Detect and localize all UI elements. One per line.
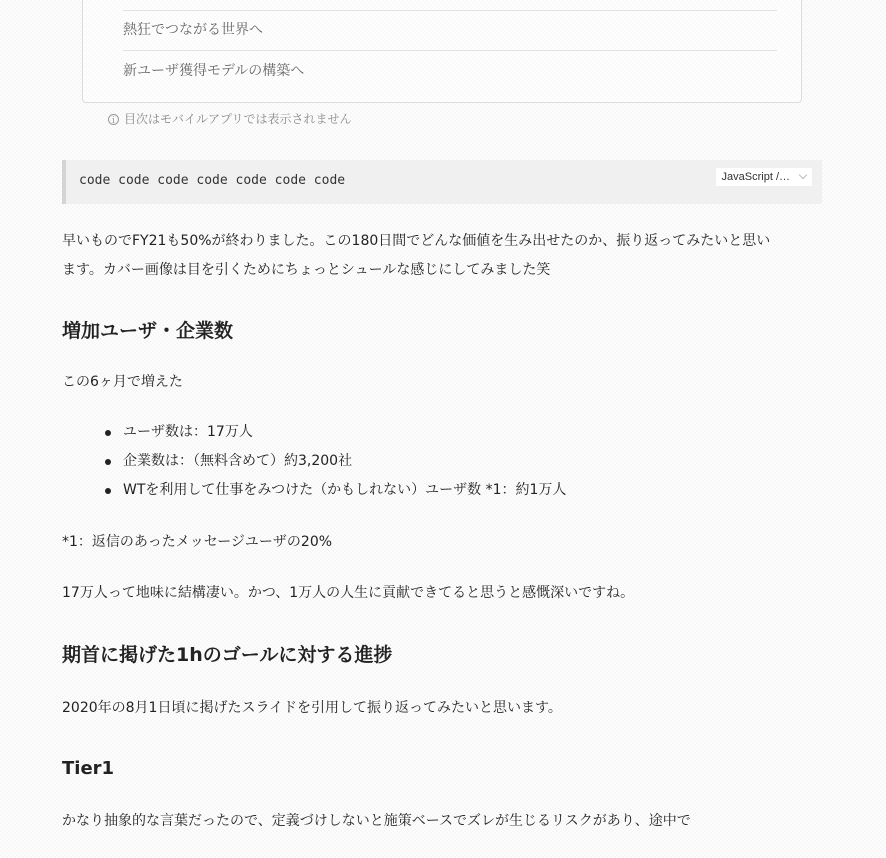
stats-list: [103, 418, 566, 505]
paragraph-slide-review: 2020年の8月1日頃に掲げたスライドを引用して振り返ってみたいと思います。: [62, 700, 562, 716]
list-item: WTを利用して仕事をみつけた（かもしれない）ユーザ数 *1：約1万人: [103, 476, 566, 505]
toc-note-text: 目次はモバイルアプリでは表示されません: [124, 112, 352, 126]
language-select-value: JavaScript /…: [721, 171, 790, 183]
paragraph-tier1: かなり抽象的な言葉だったので、定義づけしないと施策ベースでズレが生じるリスクがあり、途中で: [62, 813, 691, 829]
toc-divider: [123, 50, 777, 51]
code-block: [62, 160, 822, 204]
language-select[interactable]: [716, 168, 812, 186]
info-icon: [108, 114, 119, 125]
heading-goal-progress: 期首に掲げた1hのゴールに対する進捗: [62, 644, 393, 666]
toc-item-world[interactable]: 熱狂でつながる世界へ: [123, 22, 263, 38]
toc-divider: [123, 10, 777, 11]
toc-item-model[interactable]: 新ユーザ獲得モデルの構築へ: [123, 63, 305, 79]
list-item: ユーザ数は：17万人: [103, 418, 566, 447]
list-item: 企業数は：（無料含めて）約3,200社: [103, 447, 566, 476]
table-of-contents: [82, 0, 802, 103]
intro-paragraph-line2: ます。カバー画像は目を引くためにちょっとシュールな感じにしてみました笑: [62, 262, 551, 278]
paragraph-six-months: この6ヶ月で増えた: [62, 374, 183, 390]
heading-user-company-count: 増加ユーザ・企業数: [62, 320, 234, 342]
chevron-down-icon: [799, 171, 807, 179]
footnote: *1：返信のあったメッセージユーザの20%: [62, 534, 333, 550]
code-text: code code code code code code code: [79, 173, 346, 188]
toc-note: [108, 110, 352, 128]
intro-paragraph-line1: 早いものでFY21も50%が終わりました。この180日間でどんな価値を生み出せたのか、振り返ってみたいと思い: [62, 233, 771, 249]
heading-tier1: Tier1: [62, 758, 115, 779]
paragraph-impact: 17万人って地味に結構凄い。かつ、1万人の人生に貢献できてると思うと感慨深いですね。: [62, 585, 635, 601]
